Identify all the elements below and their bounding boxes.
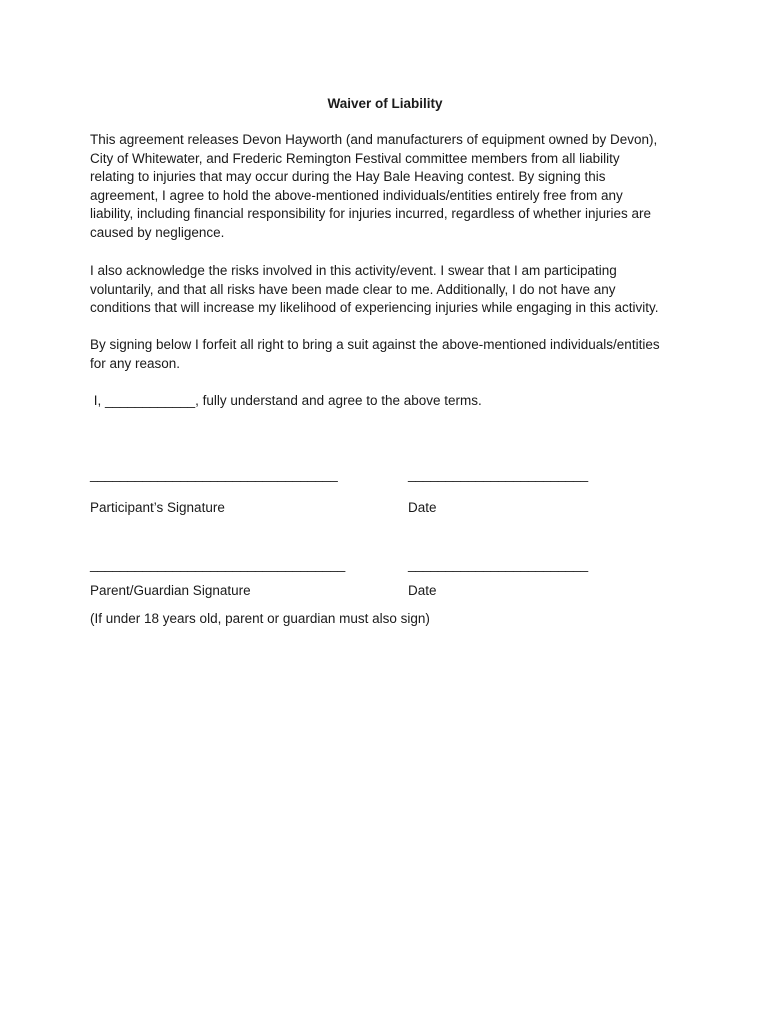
participant-signature-line: _________________________________ xyxy=(90,467,338,482)
forfeit-paragraph xyxy=(90,336,690,373)
participant-date-line: ________________________ xyxy=(408,467,589,482)
guardian-date-label: Date xyxy=(408,583,437,598)
guardian-signature-label: Parent/Guardian Signature xyxy=(90,583,251,598)
agreement-statement: I, ____________, fully understand and agree to the above terms. xyxy=(90,393,482,408)
guardian-age-note: (If under 18 years old, parent or guardian must also sign) xyxy=(90,611,430,626)
release-paragraph xyxy=(90,131,690,243)
paragraph-line: This agreement releases Devon Hayworth (and manufacturers of equipment owned by Devon), xyxy=(90,132,658,147)
paragraph-line: for any reason. xyxy=(90,355,181,371)
paragraph-line: relating to injuries that may occur during the Hay Bale Heaving contest. By signing this xyxy=(90,169,606,185)
guardian-date-line: ________________________ xyxy=(408,557,589,572)
paragraph-line: voluntarily, and that all risks have been made clear to me. Additionally, I do not have any xyxy=(90,281,616,297)
paragraph-line: conditions that will increase my likelihood of experiencing injuries while engaging in this activity. xyxy=(90,300,659,316)
paragraph-line: caused by negligence. xyxy=(90,224,225,240)
paragraph-line: I also acknowledge the risks involved in this activity/event. I swear that I am participating xyxy=(90,263,617,278)
participant-date-label: Date xyxy=(408,500,437,515)
guardian-signature-line: __________________________________ xyxy=(90,557,346,572)
participant-signature-label: Participant’s Signature xyxy=(90,500,225,515)
paragraph-line: By signing below I forfeit all right to bring a suit against the above-mentioned individuals/entities xyxy=(90,337,660,352)
paragraph-line: agreement, I agree to hold the above-mentioned individuals/entities entirely free from any xyxy=(90,187,623,203)
risk-acknowledgement-paragraph xyxy=(90,262,690,318)
paragraph-line: liability, including financial responsibility for injuries incurred, regardless of whether injuries are xyxy=(90,206,652,222)
paragraph-line: City of Whitewater, and Frederic Remington Festival committee members from all liability xyxy=(90,150,620,166)
document-title: Waiver of Liability xyxy=(327,96,443,111)
